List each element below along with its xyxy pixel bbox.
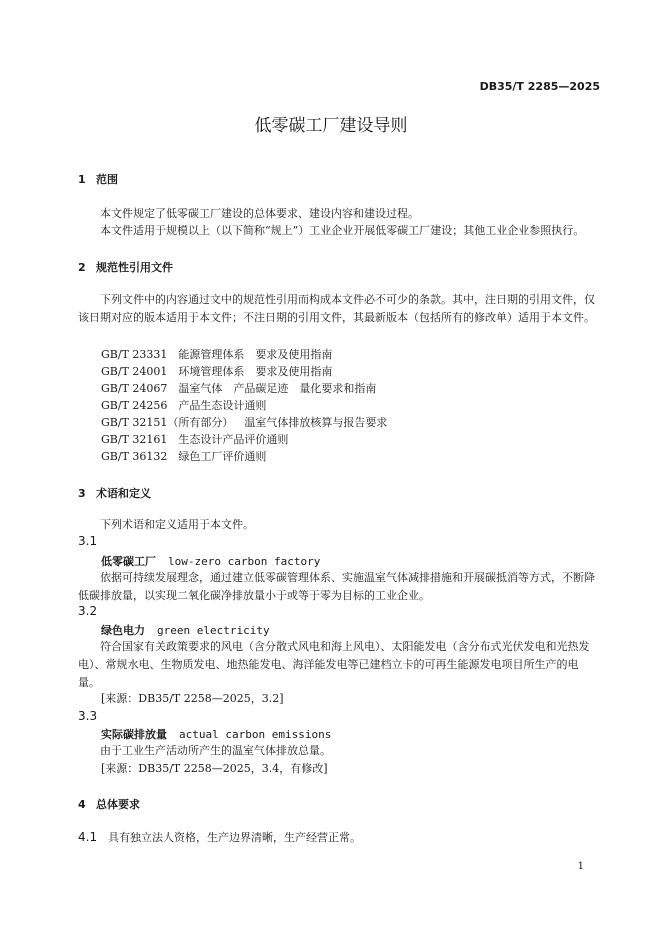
reference-item [101, 346, 332, 362]
reference-name: 产品生态设计通则 [178, 399, 267, 412]
section-title: 规范性引用文件 [96, 261, 173, 274]
paragraph: 本文件规定了低零碳工厂建设的总体要求、建设内容和建设过程。 [100, 207, 419, 220]
reference-item [101, 363, 332, 379]
section-title: 总体要求 [96, 798, 140, 811]
reference-item [101, 397, 266, 413]
term-entry [101, 726, 331, 742]
reference-code: GB/T 36132 [101, 450, 168, 463]
reference-item [101, 431, 288, 447]
page-number: 1 [577, 861, 584, 872]
reference-code: GB/T 32151（所有部分） [101, 416, 234, 429]
section-3-heading [78, 485, 151, 501]
term-number: 3.2 [78, 604, 98, 618]
term-english: green electricity [157, 624, 270, 637]
term-chinese: 绿色电力 [101, 624, 145, 637]
reference-name: 能源管理体系 要求及使用指南 [178, 348, 333, 361]
section-2-heading [78, 259, 173, 275]
term-source: [来源：DB35/T 2258—2025，3.2] [101, 692, 284, 705]
term-definition: 依据可持续发展理念，通过建立低零碳管理体系、实施温室气体减排措施和开展碳抵消等方式，不断降低碳排放量，以实现二氧化碳净排放量小于或等于零为目标的工业企业。 [78, 571, 595, 602]
reference-name: 环境管理体系 要求及使用指南 [178, 365, 333, 378]
section-title: 范围 [96, 173, 118, 186]
section-number: 2 [78, 261, 86, 274]
section-number: 3 [78, 487, 86, 500]
reference-code: GB/T 24256 [101, 399, 168, 412]
term-source: [来源：DB35/T 2258—2025，3.4，有修改] [101, 762, 328, 775]
section-title: 术语和定义 [96, 487, 151, 500]
reference-name: 绿色工厂评价通则 [178, 450, 267, 463]
section-number: 4 [78, 798, 86, 811]
term-chinese: 低零碳工厂 [101, 555, 156, 568]
standard-number: DB35/T 2285—2025 [479, 80, 600, 93]
reference-name: 生态设计产品评价通则 [178, 433, 289, 446]
paragraph: 下列术语和定义适用于本文件。 [100, 518, 254, 531]
document-title: 低零碳工厂建设导则 [254, 116, 408, 136]
term-number: 3.3 [78, 709, 98, 723]
reference-code: GB/T 24001 [101, 365, 168, 378]
paragraph: 下列文件中的内容通过文中的规范性引用而构成本文件必不可少的条款。其中，注日期的引用文件，仅该日期对应的版本适用于本文件；不注日期的引用文件，其最新版本（包括所有的修改单）适用于本文件。 [78, 293, 595, 324]
section-4-heading [78, 796, 140, 812]
section-1-heading [78, 171, 118, 187]
term-entry [101, 553, 320, 569]
term-number: 3.1 [78, 534, 98, 548]
clause-4-1 [78, 829, 361, 845]
section-number: 1 [78, 173, 86, 186]
clause-number: 4.1 [78, 830, 98, 844]
reference-item [101, 448, 266, 464]
term-definition: 由于工业生产活动所产生的温室气体排放总量。 [100, 744, 331, 757]
reference-code: GB/T 32161 [101, 433, 168, 446]
reference-item [101, 380, 376, 396]
reference-item [101, 414, 387, 430]
clause-text: 具有独立法人资格，生产边界清晰，生产经营正常。 [108, 831, 361, 844]
paragraph: 本文件适用于规模以上（以下简称“规上”）工业企业开展低零碳工厂建设；其他工业企业参照执行。 [100, 224, 585, 237]
reference-name: 温室气体 产品碳足迹 量化要求和指南 [178, 382, 377, 395]
term-english: actual carbon emissions [179, 728, 332, 741]
term-definition: 符合国家有关政策要求的风电（含分散式风电和海上风电）、太阳能发电（含分布式光伏发电和光热发电）、常规水电、生物质发电、地热能发电、海洋能发电等已建档立卡的可再生能源发电项目所生产的电量。 [78, 640, 590, 689]
reference-code: GB/T 23331 [101, 348, 168, 361]
term-english: low-zero carbon factory [168, 555, 321, 568]
term-chinese: 实际碳排放量 [101, 728, 167, 741]
term-entry [101, 622, 270, 638]
reference-code: GB/T 24067 [101, 382, 168, 395]
reference-name: 温室气体排放核算与报告要求 [244, 416, 388, 429]
